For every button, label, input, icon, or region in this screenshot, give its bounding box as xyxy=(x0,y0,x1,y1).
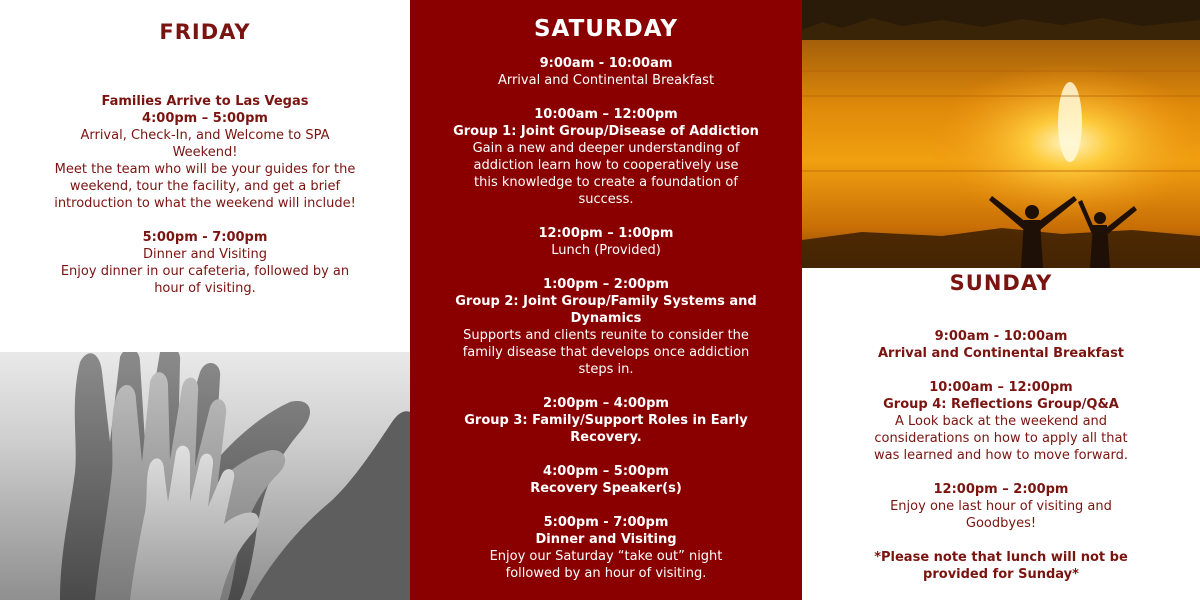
friday-line: hour of visiting. xyxy=(154,281,256,296)
saturday-line xyxy=(410,446,802,463)
saturday-line: 9:00am - 10:00am xyxy=(539,56,673,71)
saturday-column xyxy=(410,0,802,600)
saturday-line xyxy=(410,497,802,514)
saturday-line: success. xyxy=(578,192,634,207)
saturday-line: Supports and clients reunite to consider the xyxy=(463,328,749,343)
friday-column xyxy=(0,0,410,600)
sunday-line: 10:00am – 12:00pm xyxy=(929,380,1073,395)
saturday-title: SATURDAY xyxy=(533,16,678,42)
sunday-line: provided for Sunday* xyxy=(923,567,1079,582)
friday-line: Dinner and Visiting xyxy=(143,247,267,262)
saturday-line: 4:00pm – 5:00pm xyxy=(543,464,669,479)
saturday-line: this knowledge to create a foundation of xyxy=(474,175,738,190)
saturday-schedule xyxy=(410,55,802,582)
saturday-line: Dynamics xyxy=(570,311,642,326)
sunday-schedule xyxy=(802,328,1200,583)
saturday-line: Group 1: Joint Group/Disease of Addiction xyxy=(453,124,759,139)
saturday-line xyxy=(410,208,802,225)
saturday-line: followed by an hour of visiting. xyxy=(505,566,707,581)
saturday-line xyxy=(410,378,802,395)
hands-photo xyxy=(0,352,410,600)
sunday-line xyxy=(802,362,1200,379)
friday-title: FRIDAY xyxy=(159,20,251,44)
saturday-line: Dinner and Visiting xyxy=(535,532,677,547)
saturday-line: Recovery. xyxy=(570,430,642,445)
sunday-line: Goodbyes! xyxy=(965,516,1037,531)
friday-line: 5:00pm - 7:00pm xyxy=(142,230,268,245)
friday-schedule xyxy=(0,93,410,297)
sunday-line: considerations on how to apply all that xyxy=(874,431,1128,446)
saturday-line: Enjoy our Saturday “take out” night xyxy=(489,549,723,564)
friday-line: introduction to what the weekend will include! xyxy=(54,196,356,211)
hands-photo-illustration xyxy=(0,352,410,600)
saturday-line: Group 2: Joint Group/Family Systems and xyxy=(455,294,757,309)
sunday-line xyxy=(802,532,1200,549)
saturday-line: 1:00pm – 2:00pm xyxy=(543,277,669,292)
friday-line xyxy=(0,212,410,229)
friday-line: Families Arrive to Las Vegas xyxy=(101,94,309,109)
sunday-title: SUNDAY xyxy=(949,271,1053,295)
sunday-line: 12:00pm – 2:00pm xyxy=(933,482,1069,497)
saturday-line xyxy=(410,259,802,276)
saturday-line: family disease that develops once addiction xyxy=(462,345,750,360)
saturday-line: steps in. xyxy=(578,362,634,377)
friday-line: Meet the team who will be your guides for the xyxy=(54,162,356,177)
sunday-line: A Look back at the weekend and xyxy=(894,414,1108,429)
sunday-line: Group 4: Reflections Group/Q&A xyxy=(883,397,1119,412)
saturday-line: Lunch (Provided) xyxy=(551,243,661,258)
sunset-photo xyxy=(802,0,1200,268)
saturday-line: addiction learn how to cooperatively use xyxy=(473,158,739,173)
friday-line: Enjoy dinner in our cafeteria, followed by an xyxy=(60,264,350,279)
saturday-line: 12:00pm – 1:00pm xyxy=(538,226,674,241)
saturday-line: 5:00pm - 7:00pm xyxy=(543,515,669,530)
friday-line: 4:00pm – 5:00pm xyxy=(142,111,268,126)
sunset-photo-illustration xyxy=(802,0,1200,268)
saturday-line: Recovery Speaker(s) xyxy=(530,481,682,496)
saturday-line: Gain a new and deeper understanding of xyxy=(472,141,740,156)
saturday-line: Arrival and Continental Breakfast xyxy=(497,73,715,88)
sunday-line: was learned and how to move forward. xyxy=(874,448,1128,463)
saturday-line: Group 3: Family/Support Roles in Early xyxy=(464,413,748,428)
sunday-line xyxy=(802,464,1200,481)
friday-line: Arrival, Check-In, and Welcome to SPA xyxy=(80,128,330,143)
sunday-line: 9:00am - 10:00am xyxy=(934,329,1068,344)
saturday-line xyxy=(410,89,802,106)
sunday-line: Arrival and Continental Breakfast xyxy=(877,346,1125,361)
friday-line: Weekend! xyxy=(172,145,238,160)
saturday-line: 10:00am – 12:00pm xyxy=(534,107,678,122)
sunday-column xyxy=(802,0,1200,600)
saturday-line: 2:00pm – 4:00pm xyxy=(543,396,669,411)
friday-line: weekend, tour the facility, and get a brief xyxy=(69,179,341,194)
sunday-line: *Please note that lunch will not be xyxy=(874,550,1128,565)
sunday-line: Enjoy one last hour of visiting and xyxy=(890,499,1112,514)
